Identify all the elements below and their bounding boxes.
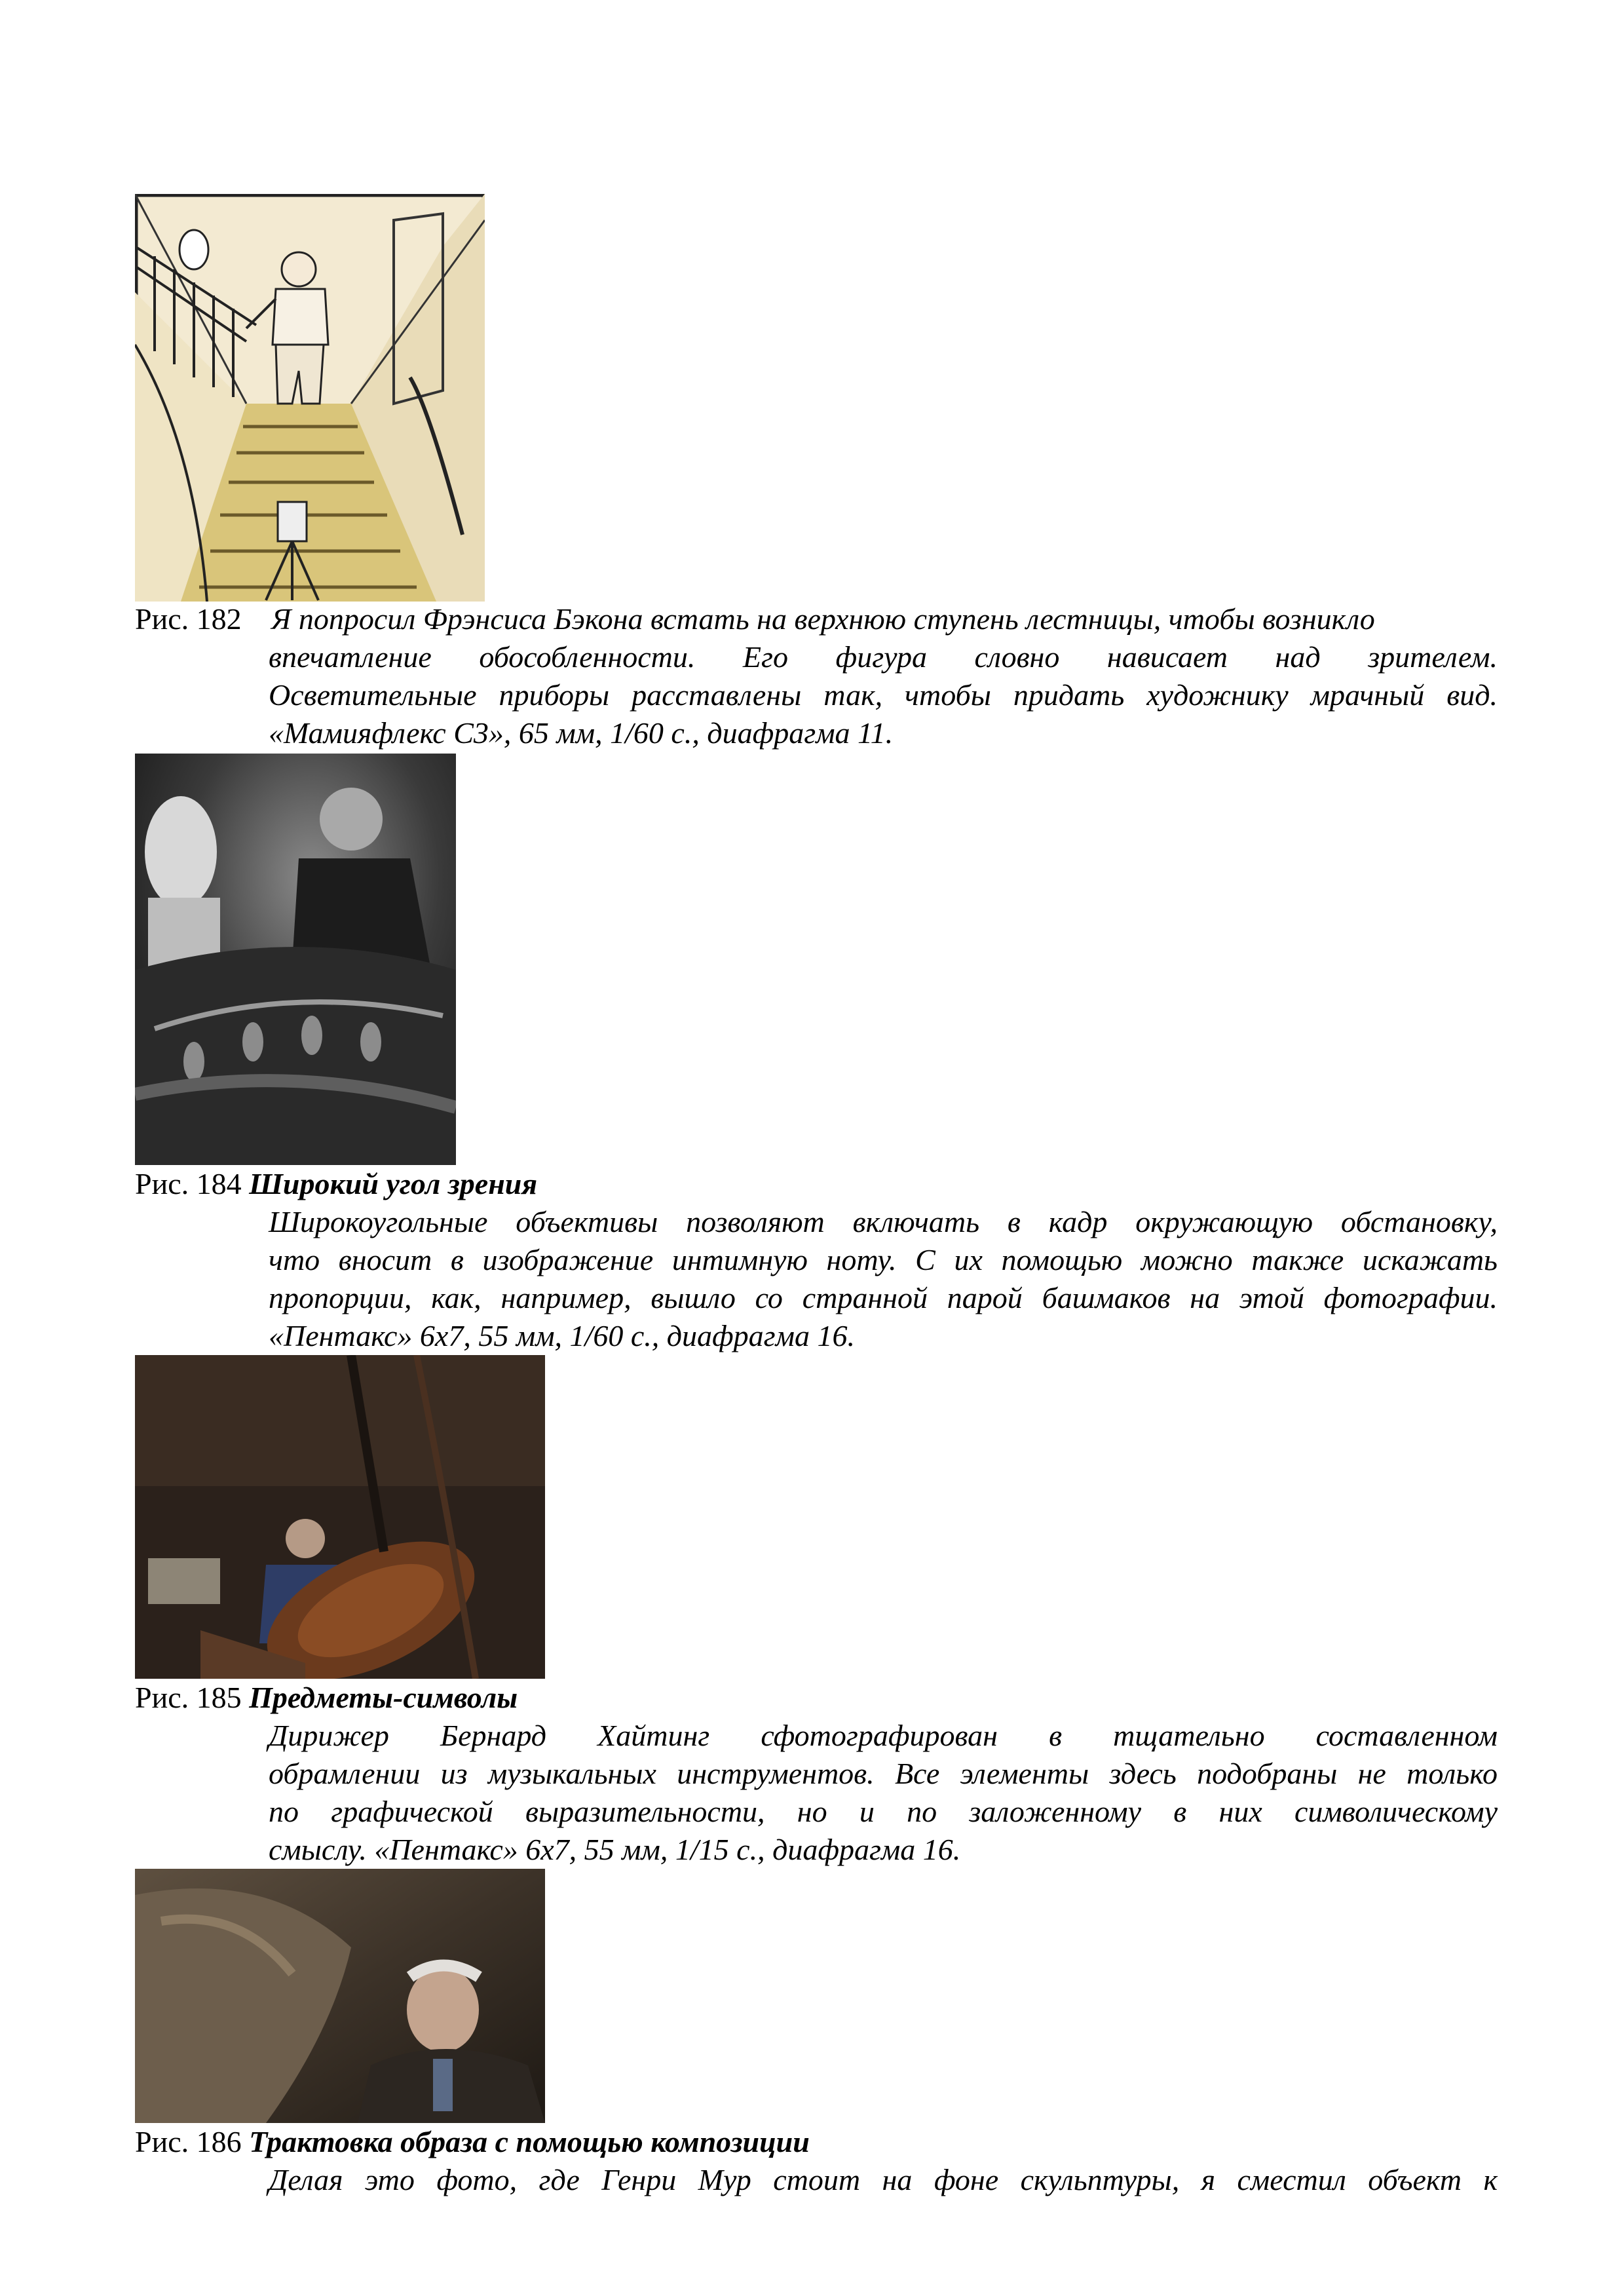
figure-182-text-line-4: «Мамияфлекс С3», 65 мм, 1/60 с., диафрагма 11.: [269, 716, 894, 750]
figure-184-text-line-2: что вносит в изображение интимную ноту. С их помощью можно также искажать: [269, 1243, 1498, 1276]
figure-186-title: Трактовка образа с помощью композиции: [249, 2125, 810, 2158]
figure-184-caption: [269, 1203, 1498, 1355]
figure-185-text-line-4: смыслу. «Пентакс» 6х7, 55 мм, 1/15 с., диафрагма 16.: [269, 1833, 961, 1866]
figure-184-photo: [135, 754, 456, 1165]
figure-182-text-line-3: Осветительные приборы расставлены так, чтобы придать художнику мрачный вид.: [269, 678, 1498, 712]
figure-185-text-line-1: Дирижер Бернард Хайтинг сфотографирован в тщательно составленном: [269, 1719, 1498, 1752]
figure-184-title: Широкий угол зрения: [249, 1167, 538, 1200]
figure-184-text-line-3: пропорции, как, например, вышло со странной парой башмаков на этой фотографии.: [269, 1281, 1498, 1314]
figure-186-number: Рис. 186: [135, 2125, 242, 2158]
figure-184-number: Рис. 184: [135, 1167, 242, 1200]
figure-185-caption: [269, 1717, 1498, 1869]
figure-185-heading: [135, 1679, 518, 1717]
figure-186-photo: [135, 1869, 545, 2123]
figure-186-heading: [135, 2123, 810, 2161]
figure-182-staircase-illustration: [135, 194, 485, 602]
figure-184-text-line-1: Широкоугольные объективы позволяют включать в кадр окружающую обстановку,: [269, 1205, 1498, 1238]
figure-182-text-line-2: впечатление обособленности. Его фигура словно нависает над зрителем.: [269, 640, 1498, 674]
figure-186-text-line-1: Делая это фото, где Генри Мур стоит на фоне скульптуры, я сместил объект к: [269, 2163, 1498, 2196]
figure-185-text-line-2: обрамлении из музыкальных инструментов. Все элементы здесь подобраны не только: [269, 1757, 1498, 1790]
figure-185-text-line-3: по графической выразительности, но и по заложенному в них символическому: [269, 1795, 1498, 1828]
figure-186-caption: [269, 2161, 1498, 2199]
figure-185-number: Рис. 185: [135, 1681, 242, 1714]
figure-182-text-line-1: Я попросил Фрэнсиса Бэкона встать на верхнюю ступень лестницы, чтобы возникло: [271, 602, 1375, 636]
figure-184-text-line-4: «Пентакс» 6х7, 55 мм, 1/60 с., диафрагма 16.: [269, 1319, 855, 1352]
figure-185-photo: [135, 1355, 545, 1679]
figure-182-caption: [269, 638, 1498, 752]
figure-182-number: Рис. 182: [135, 602, 242, 636]
figure-184-heading: [135, 1165, 537, 1203]
figure-185-title: Предметы-символы: [249, 1681, 518, 1714]
figure-182-caption-first-line: [135, 600, 1375, 638]
